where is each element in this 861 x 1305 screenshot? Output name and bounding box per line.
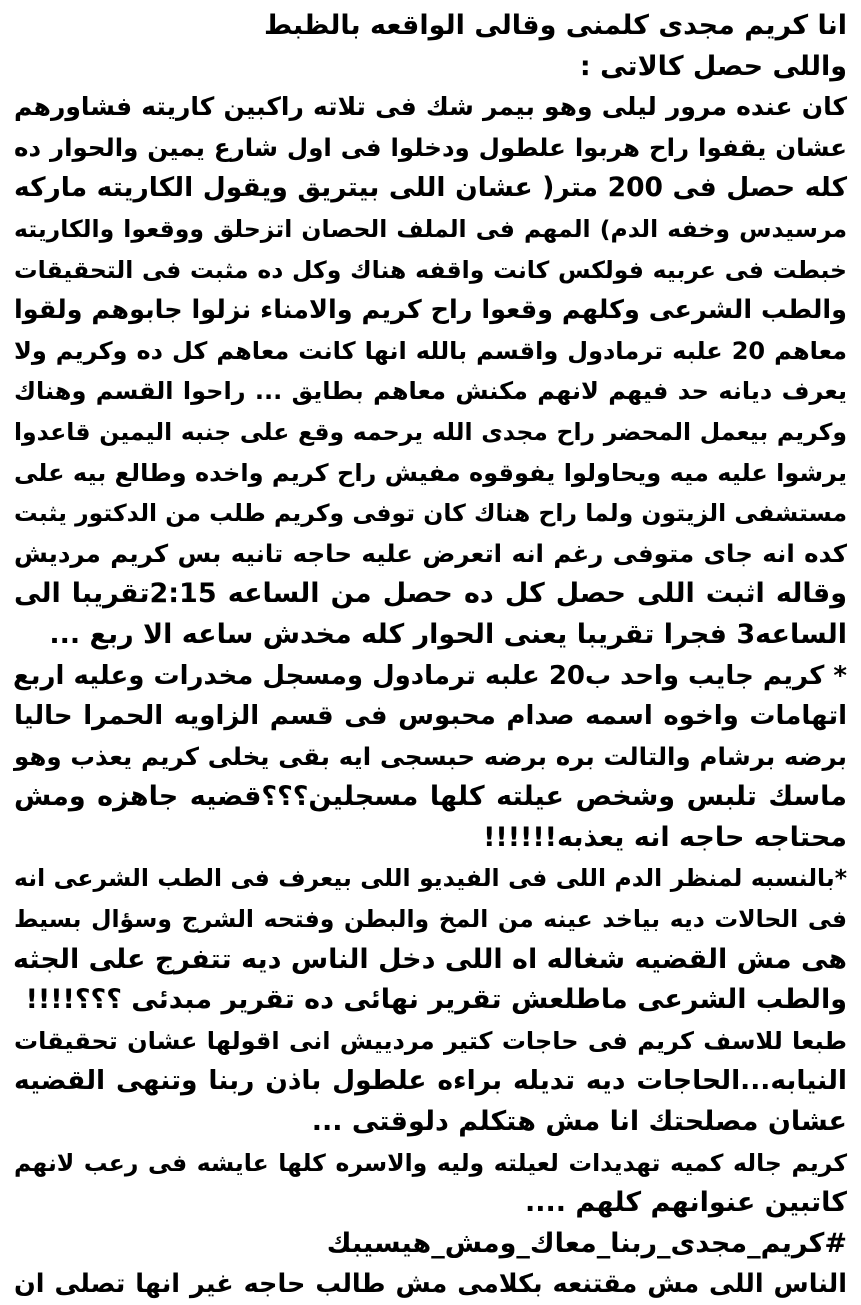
text-line: خبطت فى عربيه فولكس كانت واقفه هناك وكل ده مثبت فى التحقيقات — [14, 255, 847, 284]
text-line: كده انه جاى متوفى رغم انه اتعرض عليه حاجه تانيه بس كريم مرديش — [14, 538, 847, 568]
text-line: يعرف ديانه حد فيهم لانهم مكنش معاهم بطايق ... راحوا القسم وهناك — [14, 377, 847, 406]
hashtag-line: #كريم_مجدى_ربنا_معاك_ومش_هيسيبك — [326, 1227, 847, 1259]
text-line: مرسيدس وخفه الدم) المهم فى الملف الحصان اتزحلق ووقعوا والكاريته — [14, 214, 847, 243]
text-line: محتاجه حاجه انه يعذبه!!!!!! — [483, 821, 847, 853]
text-line: اتهامات واخوه اسمه صدام محبوس فى قسم الزاويه الحمرا حاليا — [14, 701, 847, 732]
text-line: واللى حصل كالاتى : — [579, 50, 847, 82]
text-line: كان عنده مرور ليلى وهو بيمر شك فى تلاته راكبين كاريته فشاورهم — [14, 92, 847, 122]
text-line: كاتبين عنوانهم كلهم .... — [524, 1187, 847, 1219]
text-line: كريم جاله كميه تهديدات لعيلته وليه والاسره كلها عايشه فى رعب لانهم — [14, 1148, 847, 1177]
text-line: هى مش القضيه شغاله اه اللى دخل الناس ديه تتفرج على الجثه — [13, 943, 847, 975]
text-line: فى الحالات ديه بياخد عينه من المخ والبطن وفتحه الشرج وسؤال بسيط — [14, 905, 847, 934]
text-line: وكريم بيعمل المحضر راح مجدى الله يرحمه وقع على جنبه اليمين قاعدوا — [14, 417, 847, 446]
text-line: معاهم 20 علبه ترمادول واقسم بالله انها كانت معاهم كل ده وكريم ولا — [14, 336, 848, 365]
text-line: وقاله اثبت اللى حصل كل ده حصل من الساعه 2:15تقريبا الى — [14, 578, 847, 610]
text-line: ماسك تلبس وشخص عيلته كلها مسجلين؟؟؟قضيه جاهزه ومش — [14, 781, 847, 813]
text-line: يرشوا عليه ميه ويحاولوا يفوقوه مفيش راح كريم واخده وطالع بيه على — [14, 458, 847, 487]
text-line: كله حصل فى 200 متر( عشان اللى بيتريق ويقول الكاريته ماركه — [14, 172, 847, 204]
text-line: والطب الشرعى ماطلعش تقرير نهائى ده تقرير مبدئى ؟؟؟!!!! — [25, 984, 847, 1016]
text-line: طبعا للاسف كريم فى حاجات كتير مردييش انى اقولها عشان تحقيقات — [14, 1026, 847, 1055]
text-line: والطب الشرعى وكلهم وقعوا راح كريم والامناء نزلوا جابوهم ولقوا — [14, 295, 847, 326]
text-line: عشان يقفوا راح هربوا علطول ودخلوا فى اول شارع يمين والحوار ده — [14, 132, 847, 162]
text-line: النيابه...الحاجات ديه تديله براءه علطول باذن ربنا وتنهى القضيه — [14, 1065, 847, 1097]
text-line: * كريم جايب واحد ب20 علبه ترمادول ومسجل مخدرات وعليه اربع — [13, 660, 847, 691]
text-line: *بالنسبه لمنظر الدم اللى فى الفيديو اللى بيعرف فى الطب الشرعى انه — [14, 864, 847, 893]
text-line: مستشفى الزيتون ولما راح هناك كان توفى وكريم طلب من الدكتور يثبت — [14, 499, 847, 528]
text-line: عشان مصلحتك انا مش هتكلم دلوقتى ... — [311, 1106, 847, 1138]
text-line: الساعه3 فجرا تقريبا يعنى الحوار كله مخدش ساعه الا ربع ... — [49, 618, 847, 650]
text-line: الناس اللى مش مقتنعه بكلامى مش طالب حاجه غير انها تصلى ان — [14, 1269, 847, 1300]
text-line: انا كريم مجدى كلمنى وقالى الواقعه بالظبط — [264, 10, 847, 41]
text-line: برضه برشام والتالت بره برضه حبسجى ايه بقى يخلى كريم يعذب وهو — [14, 741, 847, 771]
